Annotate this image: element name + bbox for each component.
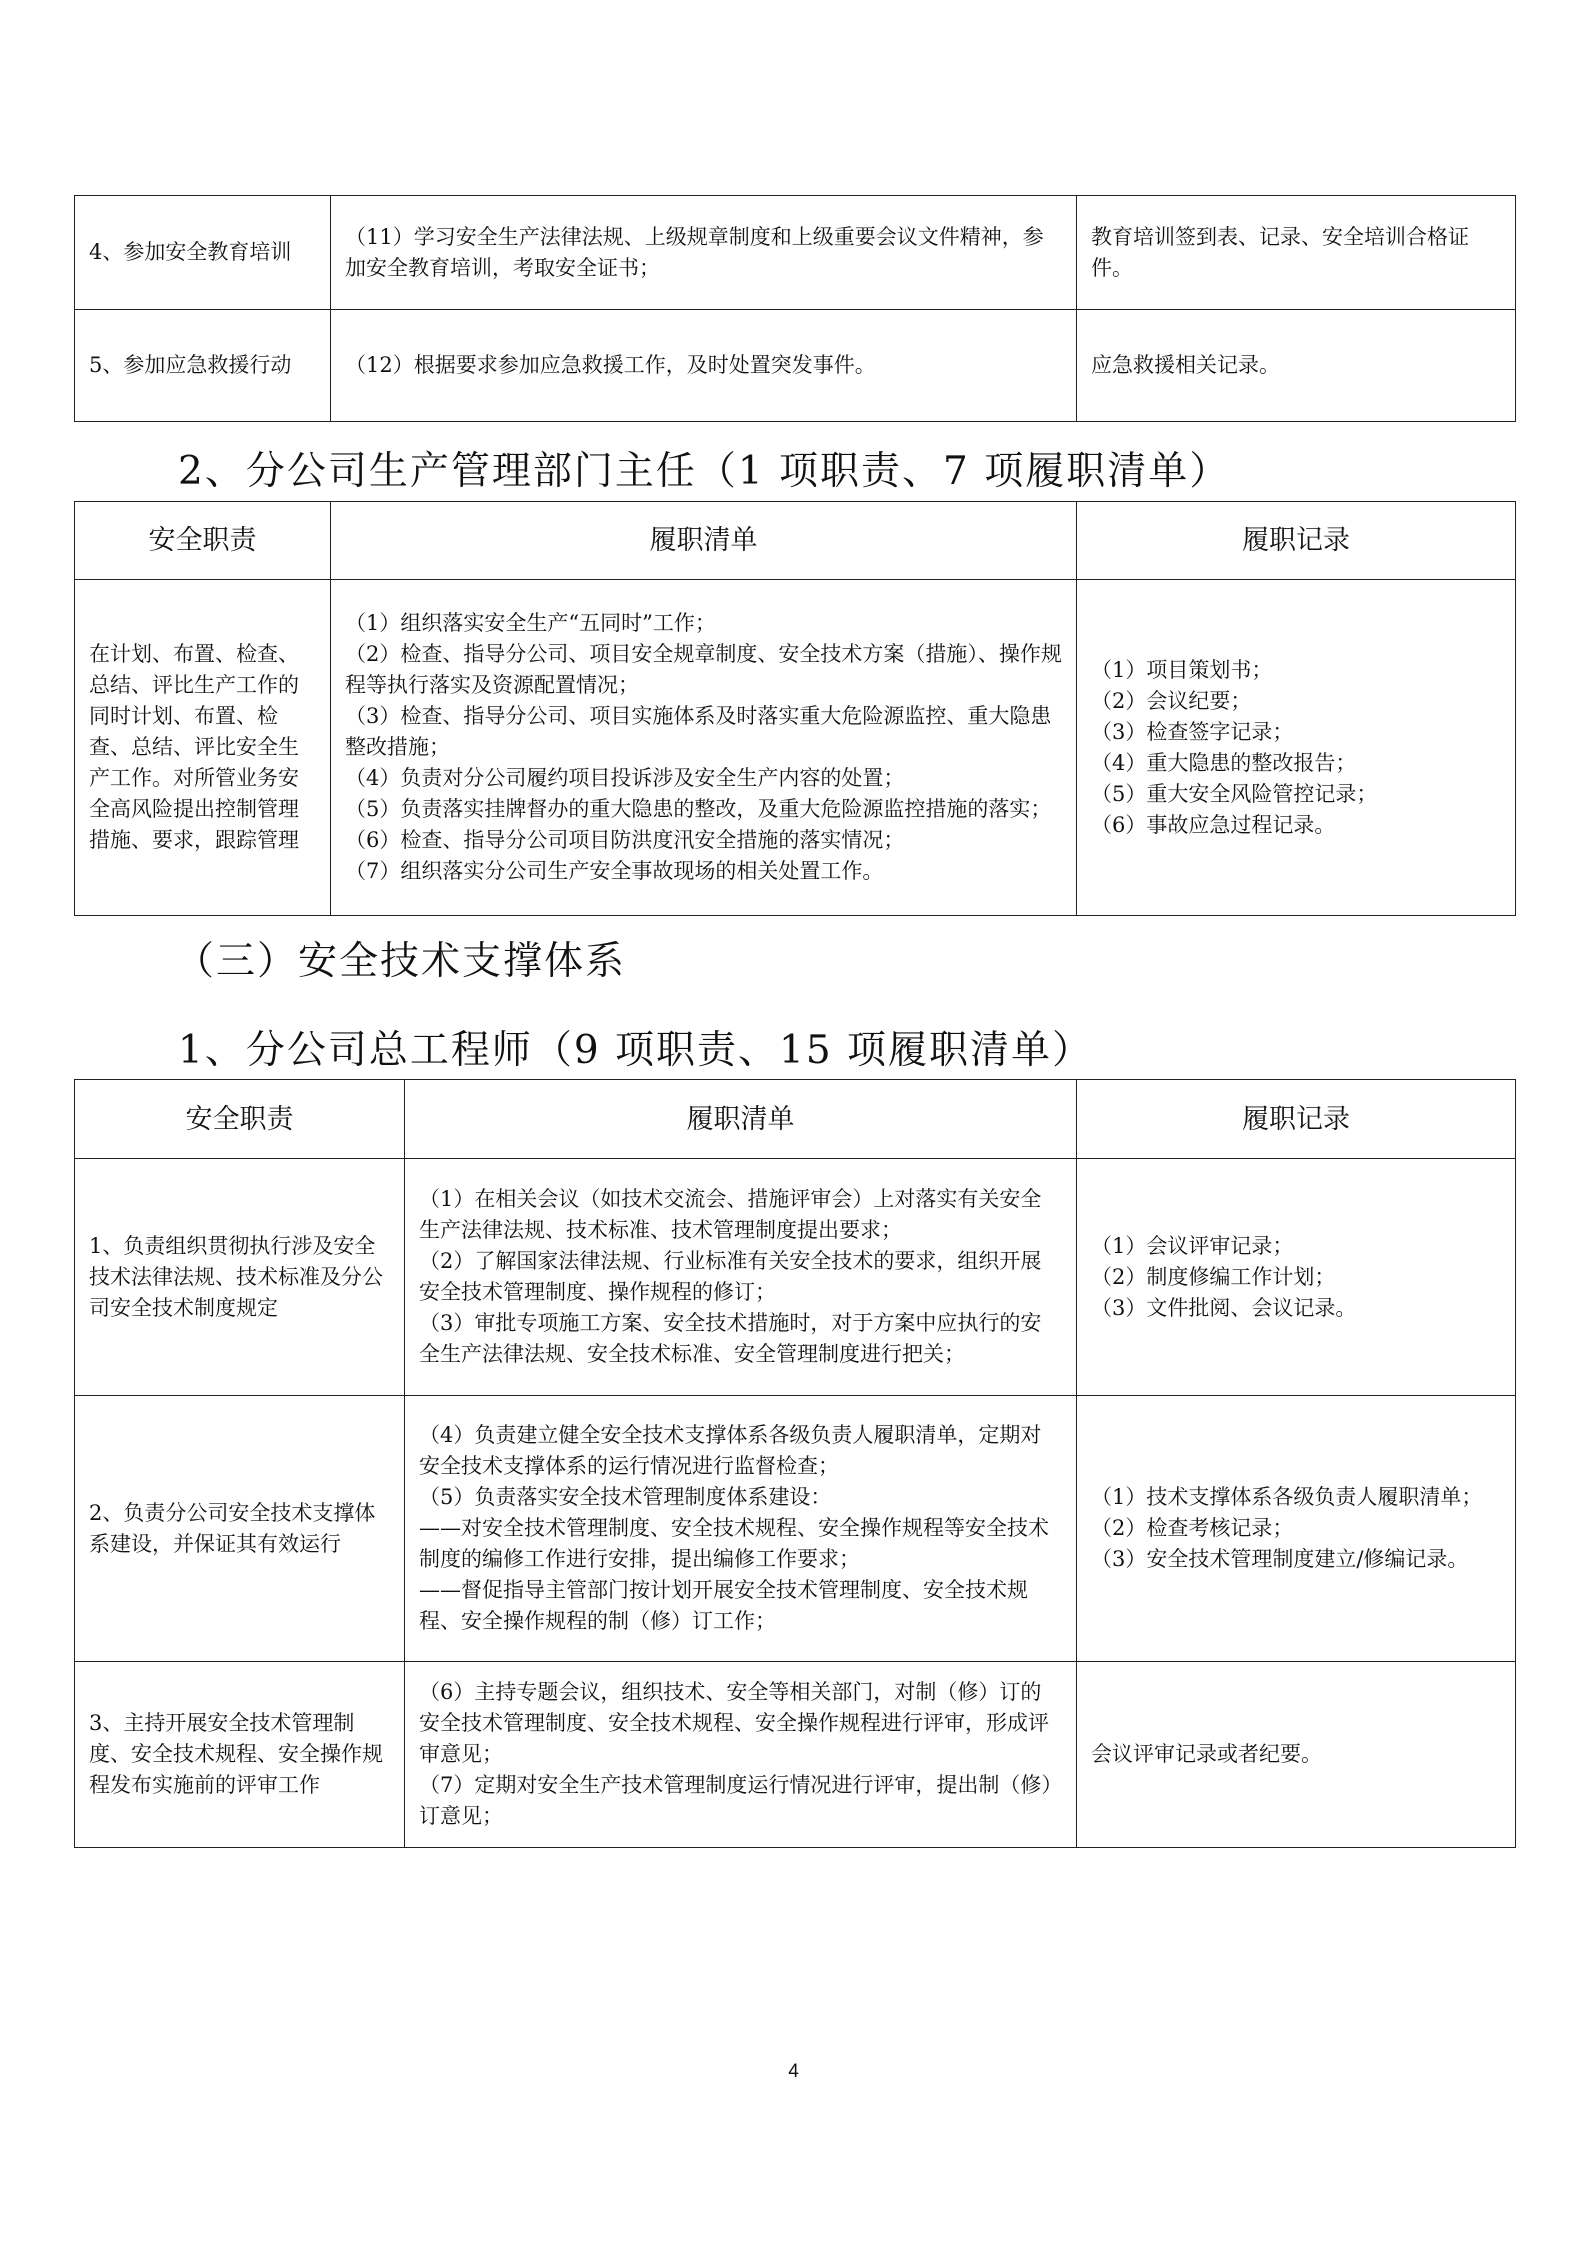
- record-item: 应急救援相关记录。: [1091, 353, 1280, 377]
- table-row: [75, 580, 1516, 916]
- record-item: （3）安全技术管理制度建立/修编记录。: [1091, 1547, 1469, 1571]
- column-header: 履职记录: [1077, 1080, 1516, 1159]
- record-item: （2）检查考核记录；: [1091, 1516, 1294, 1540]
- column-header: 安全职责: [75, 502, 331, 580]
- record-cell: [1077, 310, 1516, 422]
- duty-table: [74, 1079, 1516, 1848]
- record-item: （3）检查签字记录；: [1091, 719, 1294, 744]
- record-item: 教育培训签到表、记录、安全培训合格证件。: [1091, 224, 1469, 280]
- list-cell: [331, 196, 1077, 310]
- record-item: （4）重大隐患的整改报告；: [1091, 750, 1357, 775]
- list-item: （3）检查、指导分公司、项目实施体系及时落实重大危险源监控、重大隐患整改措施；: [345, 704, 1052, 759]
- list-cell: [405, 1396, 1077, 1662]
- record-item: （2）制度修编工作计划；: [1091, 1264, 1336, 1289]
- record-item: （1）项目策划书；: [1091, 657, 1273, 682]
- duty-table: [74, 501, 1516, 916]
- table-row: [75, 310, 1516, 422]
- record-item: （5）重大安全风险管控记录；: [1091, 781, 1378, 806]
- column-header: 履职记录: [1077, 502, 1516, 580]
- table-header-row: [75, 1080, 1516, 1159]
- list-item: （6）检查、指导分公司项目防洪度汛安全措施的落实情况；: [345, 828, 905, 852]
- list-cell: [405, 1159, 1077, 1396]
- column-header: 履职清单: [331, 502, 1077, 580]
- list-item: （1）在相关会议（如技术交流会、措施评审会）上对落实有关安全生产法律法规、技术标准、技术管理制度提出要求；: [419, 1187, 1042, 1242]
- duty-cell: 1、负责组织贯彻执行涉及安全技术法律法规、技术标准及分公司安全技术制度规定: [75, 1159, 405, 1396]
- duty-cell: 5、参加应急救援行动: [75, 310, 331, 422]
- list-cell: [331, 310, 1077, 422]
- list-cell: [405, 1662, 1077, 1848]
- record-item: （6）事故应急过程记录。: [1091, 812, 1336, 837]
- list-cell: [331, 580, 1077, 916]
- list-item: ——对安全技术管理制度、安全技术规程、安全操作规程等安全技术制度的编修工作进行安排，提出编修工作要求；: [419, 1516, 1049, 1571]
- column-header: 安全职责: [75, 1080, 405, 1159]
- duty-cell: 4、参加安全教育培训: [75, 196, 331, 310]
- list-item: （6）主持专题会议，组织技术、安全等相关部门，对制（修）订的安全技术管理制度、安全技术规程、安全操作规程进行评审，形成评审意见；: [419, 1680, 1049, 1766]
- list-item: （2）了解国家法律法规、行业标准有关安全技术的要求，组织开展安全技术管理制度、操作规程的修订；: [419, 1249, 1042, 1304]
- table-row: [75, 1396, 1516, 1662]
- table-row: [75, 1159, 1516, 1396]
- list-item: （7）组织落实分公司生产安全事故现场的相关处置工作。: [345, 859, 884, 883]
- record-item: （1）技术支撑体系各级负责人履职清单；: [1091, 1485, 1483, 1509]
- duty-cell: 3、主持开展安全技术管理制度、安全技术规程、安全操作规程发布实施前的评审工作: [75, 1662, 405, 1848]
- record-item: （2）会议纪要；: [1091, 688, 1252, 713]
- duty-cell: 2、负责分公司安全技术支撑体系建设，并保证其有效运行: [75, 1396, 405, 1662]
- duty-table-continued: [74, 195, 1516, 422]
- list-item: （12）根据要求参加应急救援工作，及时处置突发事件。: [345, 353, 876, 377]
- table-row: [75, 1662, 1516, 1848]
- column-header: 履职清单: [405, 1080, 1077, 1159]
- record-cell: [1077, 196, 1516, 310]
- record-cell: [1077, 1662, 1516, 1848]
- record-cell: [1077, 580, 1516, 916]
- duty-cell: 在计划、布置、检查、总结、评比生产工作的同时计划、布置、检查、总结、评比安全生产工作。对所管业务安全高风险提出控制管理措施、要求，跟踪管理: [75, 580, 331, 916]
- record-cell: [1077, 1396, 1516, 1662]
- section-title: （三）安全技术支撑体系: [175, 939, 627, 984]
- table-row: [75, 196, 1516, 310]
- list-item: （4）负责对分公司履约项目投诉涉及安全生产内容的处置；: [345, 766, 905, 790]
- list-item: （11）学习安全生产法律法规、上级规章制度和上级重要会议文件精神，参加安全教育培训，考取安全证书；: [345, 224, 1044, 280]
- list-item: （5）负责落实挂牌督办的重大隐患的整改，及重大危险源监控措施的落实；: [345, 797, 1052, 821]
- list-item: （3）审批专项施工方案、安全技术措施时，对于方案中应执行的安全生产法律法规、安全技术标准、安全管理制度进行把关；: [419, 1311, 1042, 1366]
- record-item: （1）会议评审记录；: [1091, 1233, 1294, 1258]
- record-item: （3）文件批阅、会议记录。: [1091, 1295, 1357, 1320]
- list-item: （1）组织落实安全生产“五同时”工作；: [345, 611, 716, 635]
- list-item: ——督促指导主管部门按计划开展安全技术管理制度、安全技术规程、安全操作规程的制（修）订工作；: [419, 1578, 1028, 1633]
- list-item: （5）负责落实安全技术管理制度体系建设：: [419, 1485, 832, 1509]
- list-item: （2）检查、指导分公司、项目安全规章制度、安全技术方案（措施）、操作规程等执行落实及资源配置情况；: [345, 642, 1062, 697]
- list-item: （7）定期对安全生产技术管理制度运行情况进行评审，提出制（修）订意见；: [419, 1773, 1052, 1828]
- page-number: 4: [788, 2061, 799, 2082]
- list-item: （4）负责建立健全安全技术支撑体系各级负责人履职清单，定期对安全技术支撑体系的运行情况进行监督检查；: [419, 1423, 1042, 1478]
- record-cell: [1077, 1159, 1516, 1396]
- record-item: 会议评审记录或者纪要。: [1091, 1742, 1322, 1766]
- section-heading: 1、分公司总工程师（9 项职责、15 项履职清单）: [178, 1028, 1094, 1073]
- table-header-row: [75, 502, 1516, 580]
- section-heading: 2、分公司生产管理部门主任（1 项职责、7 项履职清单）: [178, 449, 1231, 494]
